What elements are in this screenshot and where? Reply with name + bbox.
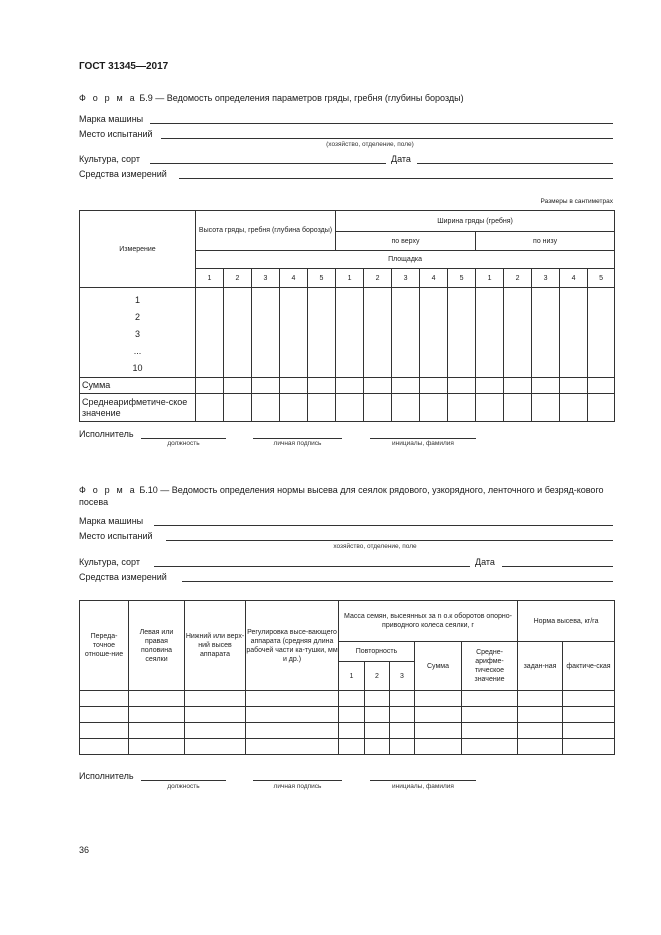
form10-cell[interactable] — [185, 739, 246, 755]
form10-cell[interactable] — [518, 739, 563, 755]
form9-sign-caption: личная подпись — [273, 440, 322, 447]
form9-cell[interactable] — [588, 288, 615, 378]
form9-cell[interactable] — [392, 378, 420, 394]
form9-table — [79, 210, 615, 422]
table-row — [80, 288, 615, 378]
form10-crop-label: Культура, сорт — [79, 557, 140, 567]
form10-header-sum: Сумма — [415, 642, 462, 691]
form9-row-sum: Сумма — [80, 378, 196, 394]
form10-machine-label: Марка машины — [79, 516, 144, 526]
form9-cell[interactable] — [588, 394, 615, 422]
form9-tools-line — [179, 168, 613, 179]
form10-cell[interactable] — [390, 739, 415, 755]
form9-position-line — [141, 428, 226, 439]
form9-date-line — [417, 153, 613, 164]
table-row — [80, 723, 615, 739]
form9-cell[interactable] — [364, 394, 392, 422]
form10-cell[interactable] — [563, 707, 615, 723]
form9-cell[interactable] — [252, 378, 280, 394]
form9-cell[interactable] — [364, 288, 392, 378]
row-label: 10 — [132, 363, 143, 373]
form10-cell[interactable] — [80, 691, 129, 707]
form10-place-caption: хозяйство, отделение, поле — [333, 543, 417, 550]
form9-col-number: 1 — [476, 269, 504, 288]
form10-cell[interactable] — [462, 739, 518, 755]
form9-cell[interactable] — [532, 378, 560, 394]
form10-cell[interactable] — [185, 707, 246, 723]
form10-cell[interactable] — [129, 691, 185, 707]
form10-cell[interactable] — [415, 707, 462, 723]
form9-executor-label: Исполнитель — [79, 429, 134, 439]
form10-machine-line — [154, 515, 613, 526]
form9-cell[interactable] — [392, 288, 420, 378]
form10-cell[interactable] — [246, 691, 339, 707]
form9-cell[interactable] — [224, 378, 252, 394]
form10-cell[interactable] — [415, 723, 462, 739]
form10-cell[interactable] — [185, 691, 246, 707]
table-row — [80, 378, 615, 394]
form9-cell[interactable] — [308, 288, 336, 378]
form10-title-num: Б.10 — [139, 485, 158, 495]
form9-col-number: 4 — [280, 269, 308, 288]
form9-col-number: 5 — [588, 269, 615, 288]
form9-cell[interactable] — [532, 288, 560, 378]
form9-header-site: Площадка — [196, 251, 615, 269]
form9-cell[interactable] — [280, 288, 308, 378]
form9-place-caption: (хозяйство, отделение, поле) — [326, 141, 414, 148]
form9-cell[interactable] — [504, 378, 532, 394]
form10-cell[interactable] — [563, 739, 615, 755]
form10-header-set: задан-ная — [518, 642, 563, 691]
form9-col-number: 3 — [252, 269, 280, 288]
row-label: ... — [133, 346, 142, 356]
form9-cell[interactable] — [364, 378, 392, 394]
form10-position-caption: должность — [167, 783, 200, 790]
form9-header-height: Высота гряды, гребня (глубина борозды) — [196, 211, 336, 251]
form9-machine-label: Марка машины — [79, 114, 144, 124]
form9-name-line — [370, 428, 476, 439]
form10-cell[interactable] — [365, 723, 390, 739]
form10-rep-col: 1 — [339, 662, 365, 691]
form9-cell[interactable] — [532, 394, 560, 422]
form9-row-mean: Среднеарифметиче-ское значение — [80, 394, 196, 422]
form9-col-number: 4 — [420, 269, 448, 288]
form9-cell[interactable] — [252, 394, 280, 422]
form9-position-caption: должность — [167, 440, 200, 447]
form10-cell[interactable] — [129, 707, 185, 723]
form9-cell[interactable] — [336, 394, 364, 422]
form10-header-adjust: Регулировка высе-вающего аппарата (средняя длина рабочей части ка-тушки, мм и др.) — [246, 601, 339, 691]
form10-tools-line — [182, 571, 613, 582]
form9-cell[interactable] — [420, 378, 448, 394]
form10-crop-line — [154, 556, 470, 567]
form9-date-label: Дата — [391, 154, 411, 164]
row-label: 2 — [134, 312, 140, 322]
form9-cell[interactable] — [420, 394, 448, 422]
form9-col-number: 5 — [308, 269, 336, 288]
form10-header-mass: Масса семян, высеянных за n o.к оборотов опорно-приводного колеса сеялки, г — [339, 601, 518, 642]
form10-cell[interactable] — [246, 707, 339, 723]
form9-row-labels — [80, 288, 196, 378]
form9-col-number: 2 — [224, 269, 252, 288]
page-number: 36 — [79, 845, 90, 855]
form9-cell[interactable] — [252, 288, 280, 378]
form9-title-num: Б.9 — [139, 93, 153, 103]
form10-cell[interactable] — [415, 739, 462, 755]
form10-header-actual: фактиче-ская — [563, 642, 615, 691]
form9-machine-line — [150, 113, 613, 124]
form9-tools-label: Средства измерений — [79, 169, 167, 179]
form10-sign-line — [253, 770, 342, 781]
form9-place-label: Место испытаний — [79, 129, 153, 139]
form9-cell[interactable] — [476, 394, 504, 422]
form10-cell[interactable] — [563, 723, 615, 739]
form9-name-caption: инициалы, фамилия — [392, 440, 454, 447]
form9-cell[interactable] — [560, 288, 588, 378]
form10-table — [79, 600, 615, 755]
form10-cell[interactable] — [246, 739, 339, 755]
form9-cell[interactable] — [560, 378, 588, 394]
form9-sign-line — [253, 428, 342, 439]
form10-cell[interactable] — [365, 707, 390, 723]
form10-cell[interactable] — [129, 739, 185, 755]
form9-cell[interactable] — [280, 378, 308, 394]
form10-cell[interactable] — [462, 691, 518, 707]
form9-cell[interactable] — [504, 288, 532, 378]
form10-place-label: Место испытаний — [79, 531, 153, 541]
table-row — [80, 739, 615, 755]
form10-header-rate: Норма высева, кг/га — [518, 601, 615, 642]
form9-cell[interactable] — [448, 394, 476, 422]
form10-title-text: — Ведомость определения нормы высева для сеялок рядового, узкорядного, ленточного и безряд-кового посева — [79, 485, 604, 507]
table-row — [80, 707, 615, 723]
form9-cell[interactable] — [196, 378, 224, 394]
form9-col-number: 3 — [532, 269, 560, 288]
form10-name-line — [370, 770, 476, 781]
form9-col-number: 3 — [392, 269, 420, 288]
form10-place-line — [166, 530, 613, 541]
form10-header-mean: Средне-арифме-тическое значение — [462, 642, 518, 691]
form9-col-number: 2 — [504, 269, 532, 288]
form9-cell[interactable] — [196, 288, 224, 378]
form10-cell[interactable] — [339, 739, 365, 755]
form10-cell[interactable] — [390, 707, 415, 723]
form10-title-prefix: Ф о р м а — [79, 485, 137, 495]
form10-sign-caption: личная подпись — [273, 783, 322, 790]
form10-executor-label: Исполнитель — [79, 771, 134, 781]
form10-cell[interactable] — [339, 707, 365, 723]
form9-cell[interactable] — [280, 394, 308, 422]
form9-title-text: — Ведомость определения параметров гряды, гребня (глубины борозды) — [152, 93, 464, 103]
form10-cell[interactable] — [185, 723, 246, 739]
form9-cell[interactable] — [224, 394, 252, 422]
form9-header-top: по верху — [336, 232, 476, 251]
form10-date-line — [502, 556, 613, 567]
form9-col-number: 4 — [560, 269, 588, 288]
form9-cell[interactable] — [336, 288, 364, 378]
form9-title-prefix: Ф о р м а — [79, 93, 137, 103]
form10-cell[interactable] — [246, 723, 339, 739]
document-header: ГОСТ 31345—2017 — [79, 61, 169, 72]
form10-title — [79, 484, 613, 508]
form9-cell[interactable] — [196, 394, 224, 422]
form10-cell[interactable] — [518, 723, 563, 739]
form10-cell[interactable] — [339, 723, 365, 739]
form10-rep-col: 3 — [390, 662, 415, 691]
form10-cell[interactable] — [339, 691, 365, 707]
form9-cell[interactable] — [336, 378, 364, 394]
form10-header-gear: Переда-точное отноше-ние — [80, 601, 129, 691]
form9-place-line — [161, 128, 613, 139]
form9-cell[interactable] — [308, 378, 336, 394]
form9-title — [79, 92, 613, 104]
form10-header-repeat: Повторность — [339, 642, 415, 662]
form9-col-number: 1 — [336, 269, 364, 288]
form9-header-bottom: по низу — [476, 232, 615, 251]
form10-cell[interactable] — [462, 707, 518, 723]
form9-cell[interactable] — [392, 394, 420, 422]
form10-cell[interactable] — [462, 723, 518, 739]
form9-cell[interactable] — [476, 378, 504, 394]
form9-cell[interactable] — [560, 394, 588, 422]
form9-cell[interactable] — [448, 288, 476, 378]
form9-cell[interactable] — [504, 394, 532, 422]
form10-name-caption: инициалы, фамилия — [392, 783, 454, 790]
form9-col-number: 5 — [448, 269, 476, 288]
table-row — [80, 394, 615, 422]
form10-cell[interactable] — [415, 691, 462, 707]
form10-date-label: Дата — [475, 557, 495, 567]
row-label: 3 — [134, 329, 140, 339]
form10-cell[interactable] — [365, 739, 390, 755]
form9-cell[interactable] — [224, 288, 252, 378]
table-row — [80, 691, 615, 707]
form10-rep-col: 2 — [365, 662, 390, 691]
form10-header-lower-upper: Нижний или верх-ний высев аппарата — [185, 601, 246, 691]
form9-cell[interactable] — [476, 288, 504, 378]
form10-header-left-right: Левая или правая половина сеялки — [129, 601, 185, 691]
form10-cell[interactable] — [80, 739, 129, 755]
form9-cell[interactable] — [448, 378, 476, 394]
form10-cell[interactable] — [80, 723, 129, 739]
form9-header-measure: Измерение — [80, 211, 196, 288]
form9-col-number: 1 — [196, 269, 224, 288]
form9-units-note: Размеры в сантиметрах — [540, 198, 613, 205]
form9-cell[interactable] — [308, 394, 336, 422]
form10-cell[interactable] — [80, 707, 129, 723]
form10-cell[interactable] — [390, 723, 415, 739]
form10-cell[interactable] — [365, 691, 390, 707]
form9-crop-label: Культура, сорт — [79, 154, 140, 164]
form9-header-width: Ширина гряды (гребня) — [336, 211, 615, 232]
row-label: 1 — [134, 295, 140, 305]
form10-tools-label: Средства измерений — [79, 572, 167, 582]
form9-col-number: 2 — [364, 269, 392, 288]
form10-cell[interactable] — [129, 723, 185, 739]
form10-cell[interactable] — [390, 691, 415, 707]
form9-cell[interactable] — [420, 288, 448, 378]
form10-cell[interactable] — [518, 707, 563, 723]
form10-position-line — [141, 770, 226, 781]
form9-crop-line — [150, 153, 386, 164]
form10-cell[interactable] — [518, 691, 563, 707]
form9-cell[interactable] — [588, 378, 615, 394]
form10-cell[interactable] — [563, 691, 615, 707]
